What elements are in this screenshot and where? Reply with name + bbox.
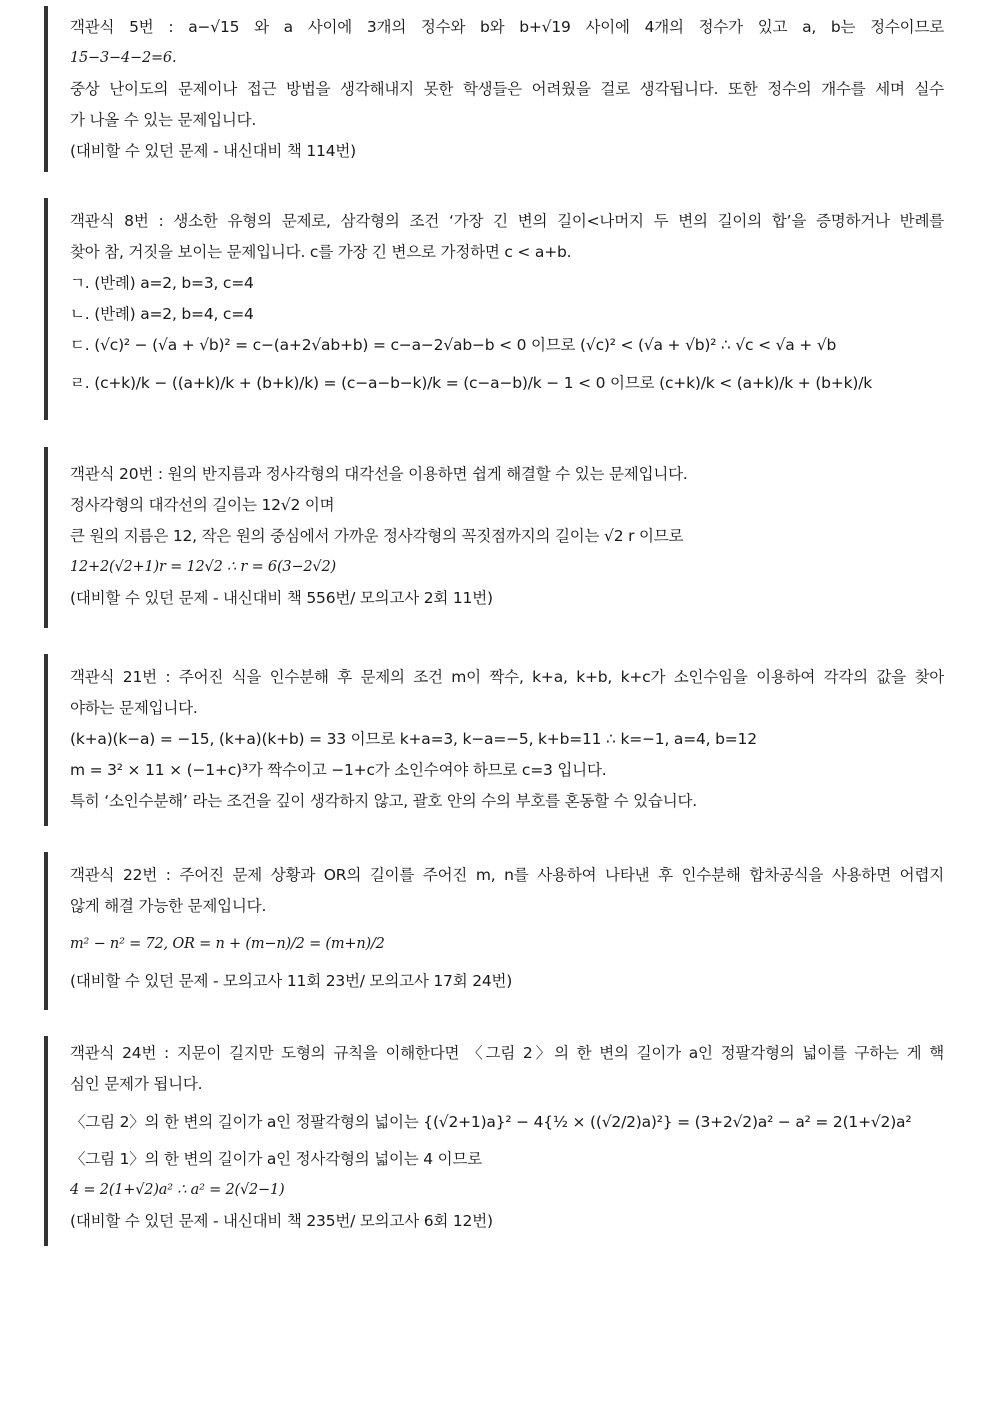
- q20-line-3: 큰 원의 지름은 12, 작은 원의 중심에서 가까운 정사각형의 꼭짓점까지의 길이는 √2 r 이므로: [70, 527, 684, 545]
- section-q20: [44, 447, 944, 628]
- q8-line-1: 객관식 8번 : 생소한 유형의 문제로, 삼각형의 조건 ‘가장 긴 변의 길이<나머지 두 변의 길이의 합’을 증명하거나 반례를: [70, 212, 944, 230]
- q20-reference: (대비할 수 있던 문제 - 내신대비 책 556번/ 모의고사 2회 11번): [70, 589, 493, 607]
- q5-line-1: 객관식 5번 : a−√15 와 a 사이에 3개의 정수와 b와 b+√19 사이에 4개의 정수가 있고 a, b는 정수이므로: [70, 18, 944, 36]
- q5-line-3: 중상 난이도의 문제이나 접근 방법을 생각해내지 못한 학생들은 어려웠을 걸로 생각됩니다. 또한 정수의 개수를 세며 실수: [70, 80, 944, 98]
- q24-line-3: 〈그림 2〉의 한 변의 길이가 a인 정팔각형의 넓이는 {(√2+1)a}² − 4{½ × ((√2/2)a)²} = (3+2√2)a² − a² = 2(1+√2)a²: [70, 1113, 912, 1131]
- q22-line-2: 않게 해결 가능한 문제입니다.: [70, 897, 267, 915]
- section-q5: [44, 6, 944, 172]
- q22-line-1: 객관식 22번 : 주어진 문제 상황과 OR의 길이를 주어진 m, n를 사용하여 나타낸 후 인수분해 합차공식을 사용하면 어렵지: [70, 866, 944, 884]
- q8-line-2: 찾아 참, 거짓을 보이는 문제입니다. c를 가장 긴 변으로 가정하면 c < a+b.: [70, 243, 572, 261]
- q24-reference: (대비할 수 있던 문제 - 내신대비 책 235번/ 모의고사 6회 12번): [70, 1212, 493, 1230]
- q8-item-d: ㄹ. (c+k)/k − ((a+k)/k + (b+k)/k) = (c−a−b−k)/k = (c−a−b)/k − 1 < 0 이므로 (c+k)/k < (a+k)/k + (b+k)/k: [70, 374, 873, 392]
- q24-line-5: 4 = 2(1+√2)a² ∴ a² = 2(√2−1): [70, 1182, 285, 1198]
- q8-item-a: ㄱ. (반례) a=2, b=3, c=4: [70, 274, 254, 292]
- q24-line-4: 〈그림 1〉의 한 변의 길이가 a인 정사각형의 넓이는 4 이므로: [70, 1150, 482, 1168]
- q21-line-5: 특히 ‘소인수분해’ 라는 조건을 깊이 생각하지 않고, 괄호 안의 수의 부호를 혼동할 수 있습니다.: [70, 792, 697, 810]
- q21-line-1: 객관식 21번 : 주어진 식을 인수분해 후 문제의 조건 m이 짝수, k+a, k+b, k+c가 소인수임을 이용하여 각각의 값을 찾아: [70, 668, 944, 686]
- q8-item-c: ㄷ. (√c)² − (√a + √b)² = c−(a+2√ab+b) = c−a−2√ab−b < 0 이므로 (√c)² < (√a + √b)² ∴ √c < √a + √b: [70, 336, 837, 354]
- q5-line-4: 가 나올 수 있는 문제입니다.: [70, 111, 257, 129]
- q20-line-4: 12+2(√2+1)r = 12√2 ∴ r = 6(3−2√2): [70, 559, 336, 575]
- q21-line-2: 야하는 문제입니다.: [70, 699, 198, 717]
- section-q21: [44, 654, 944, 826]
- q24-line-1: 객관식 24번 : 지문이 길지만 도형의 규칙을 이해한다면 〈그림 2〉의 한 변의 길이가 a인 정팔각형의 넓이를 구하는 게 핵: [70, 1044, 944, 1062]
- q24-line-2: 심인 문제가 됩니다.: [70, 1075, 203, 1093]
- section-q8: [44, 198, 944, 420]
- q8-item-b: ㄴ. (반례) a=2, b=4, c=4: [70, 305, 254, 323]
- q20-line-1: 객관식 20번 : 원의 반지름과 정사각형의 대각선을 이용하면 쉽게 해결할 수 있는 문제입니다.: [70, 465, 688, 483]
- section-q22: [44, 852, 944, 1010]
- q21-line-3: (k+a)(k−a) = −15, (k+a)(k+b) = 33 이므로 k+a=3, k−a=−5, k+b=11 ∴ k=−1, a=4, b=12: [70, 730, 757, 748]
- q22-reference: (대비할 수 있던 문제 - 모의고사 11회 23번/ 모의고사 17회 24번): [70, 972, 513, 990]
- q5-line-2: 15−3−4−2=6.: [70, 50, 177, 66]
- q20-line-2: 정사각형의 대각선의 길이는 12√2 이며: [70, 496, 335, 514]
- q21-line-4: m = 3² × 11 × (−1+c)³가 짝수이고 −1+c가 소인수여야 하므로 c=3 입니다.: [70, 761, 607, 779]
- q22-line-3: m² − n² = 72, OR = n + (m−n)/2 = (m+n)/2: [70, 936, 385, 952]
- q5-reference: (대비할 수 있던 문제 - 내신대비 책 114번): [70, 142, 356, 160]
- section-q24: [44, 1036, 944, 1246]
